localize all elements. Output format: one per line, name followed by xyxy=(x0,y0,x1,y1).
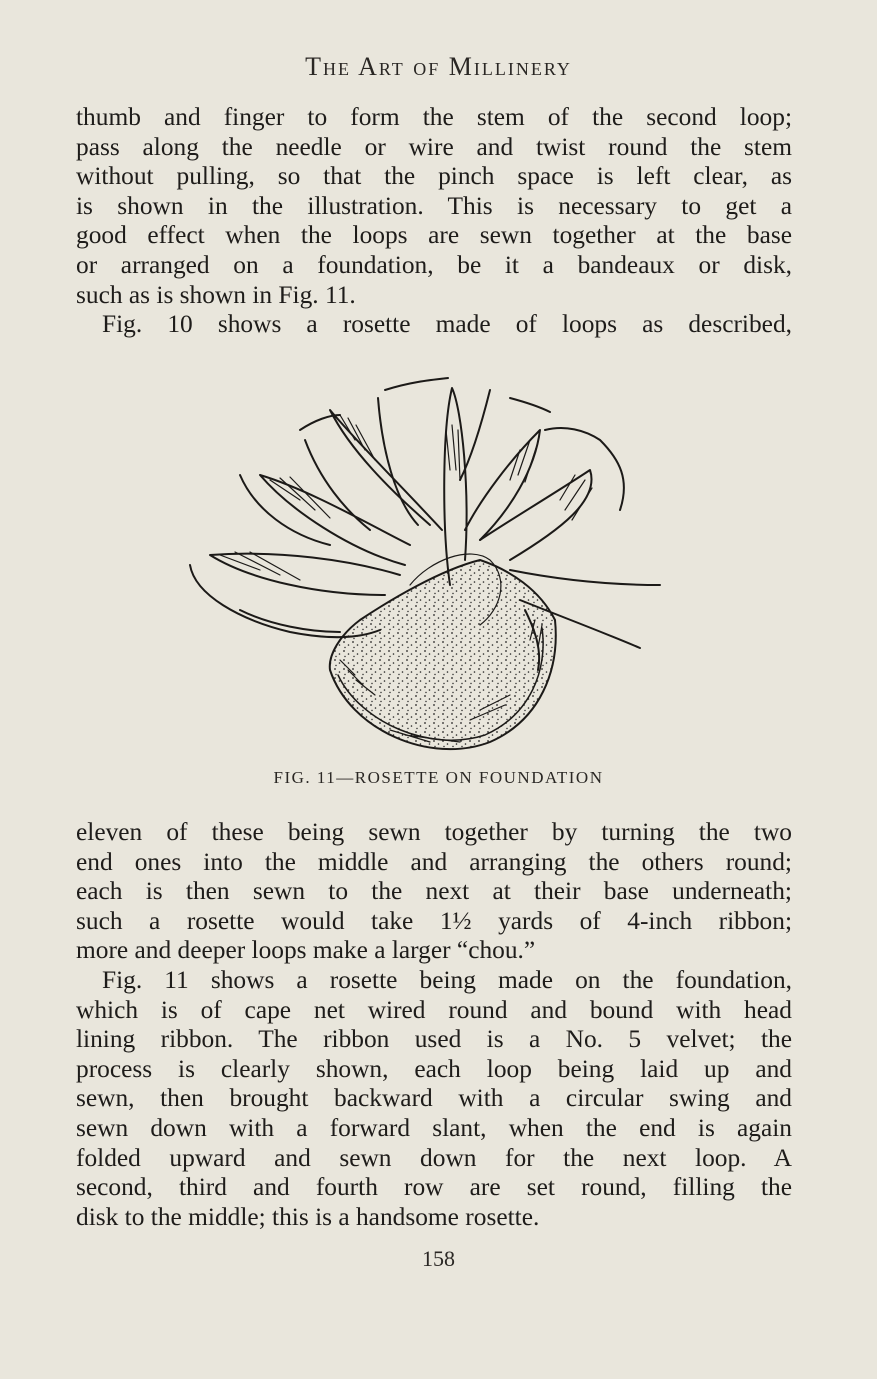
text-line: eleven of these being sewn together by turning the two xyxy=(76,818,792,846)
page-number: 158 xyxy=(422,1246,455,1271)
text-line: more and deeper loops make a larger “chou.” xyxy=(76,936,536,965)
running-head: The Art of Millinery xyxy=(305,52,572,81)
text-line: end ones into the middle and arranging the others round; xyxy=(76,847,792,876)
text-line: thumb and finger to form the stem of the second loop; xyxy=(76,103,792,131)
text-line: each is then sewn to the next at their base underneath; xyxy=(76,877,792,906)
text-line: Fig. 10 shows a rosette made of loops as described, xyxy=(102,310,792,338)
text-line: good effect when the loops are sewn together at the base xyxy=(76,221,792,250)
figure-caption: FIG. 11—ROSETTE ON FOUNDATION xyxy=(273,768,604,787)
text-line: pass along the needle or wire and twist round the stem xyxy=(76,132,792,161)
text-line: without pulling, so that the pinch space is left clear, as xyxy=(76,162,792,191)
text-line: process is clearly shown, each loop being laid up and xyxy=(76,1054,792,1083)
text-line: lining ribbon. The ribbon used is a No. 5 velvet; the xyxy=(76,1025,792,1054)
text-line: disk to the middle; this is a handsome rosette. xyxy=(76,1202,540,1231)
paragraph-3 xyxy=(76,818,792,966)
text-line: such a rosette would take 1½ yards of 4-inch ribbon; xyxy=(76,906,792,935)
paragraph-1 xyxy=(76,103,792,310)
paragraph-2 xyxy=(76,310,792,340)
text-line: folded upward and sewn down for the next loop. A xyxy=(76,1143,792,1172)
text-line: sewn, then brought backward with a circular swing and xyxy=(76,1084,792,1113)
text-line: sewn down with a forward slant, when the end is again xyxy=(76,1113,792,1142)
text-line: second, third and fourth row are set round, filling the xyxy=(76,1173,792,1202)
text-line: or arranged on a foundation, be it a bandeaux or disk, xyxy=(76,250,792,279)
paragraph-4 xyxy=(76,966,792,1232)
rosette-illustration xyxy=(180,370,680,770)
text-line: is shown in the illustration. This is necessary to get a xyxy=(76,191,792,220)
text-line: Fig. 11 shows a rosette being made on the foundation, xyxy=(102,966,792,994)
text-line: such as is shown in Fig. 11. xyxy=(76,280,356,309)
text-line: which is of cape net wired round and bound with head xyxy=(76,995,792,1024)
